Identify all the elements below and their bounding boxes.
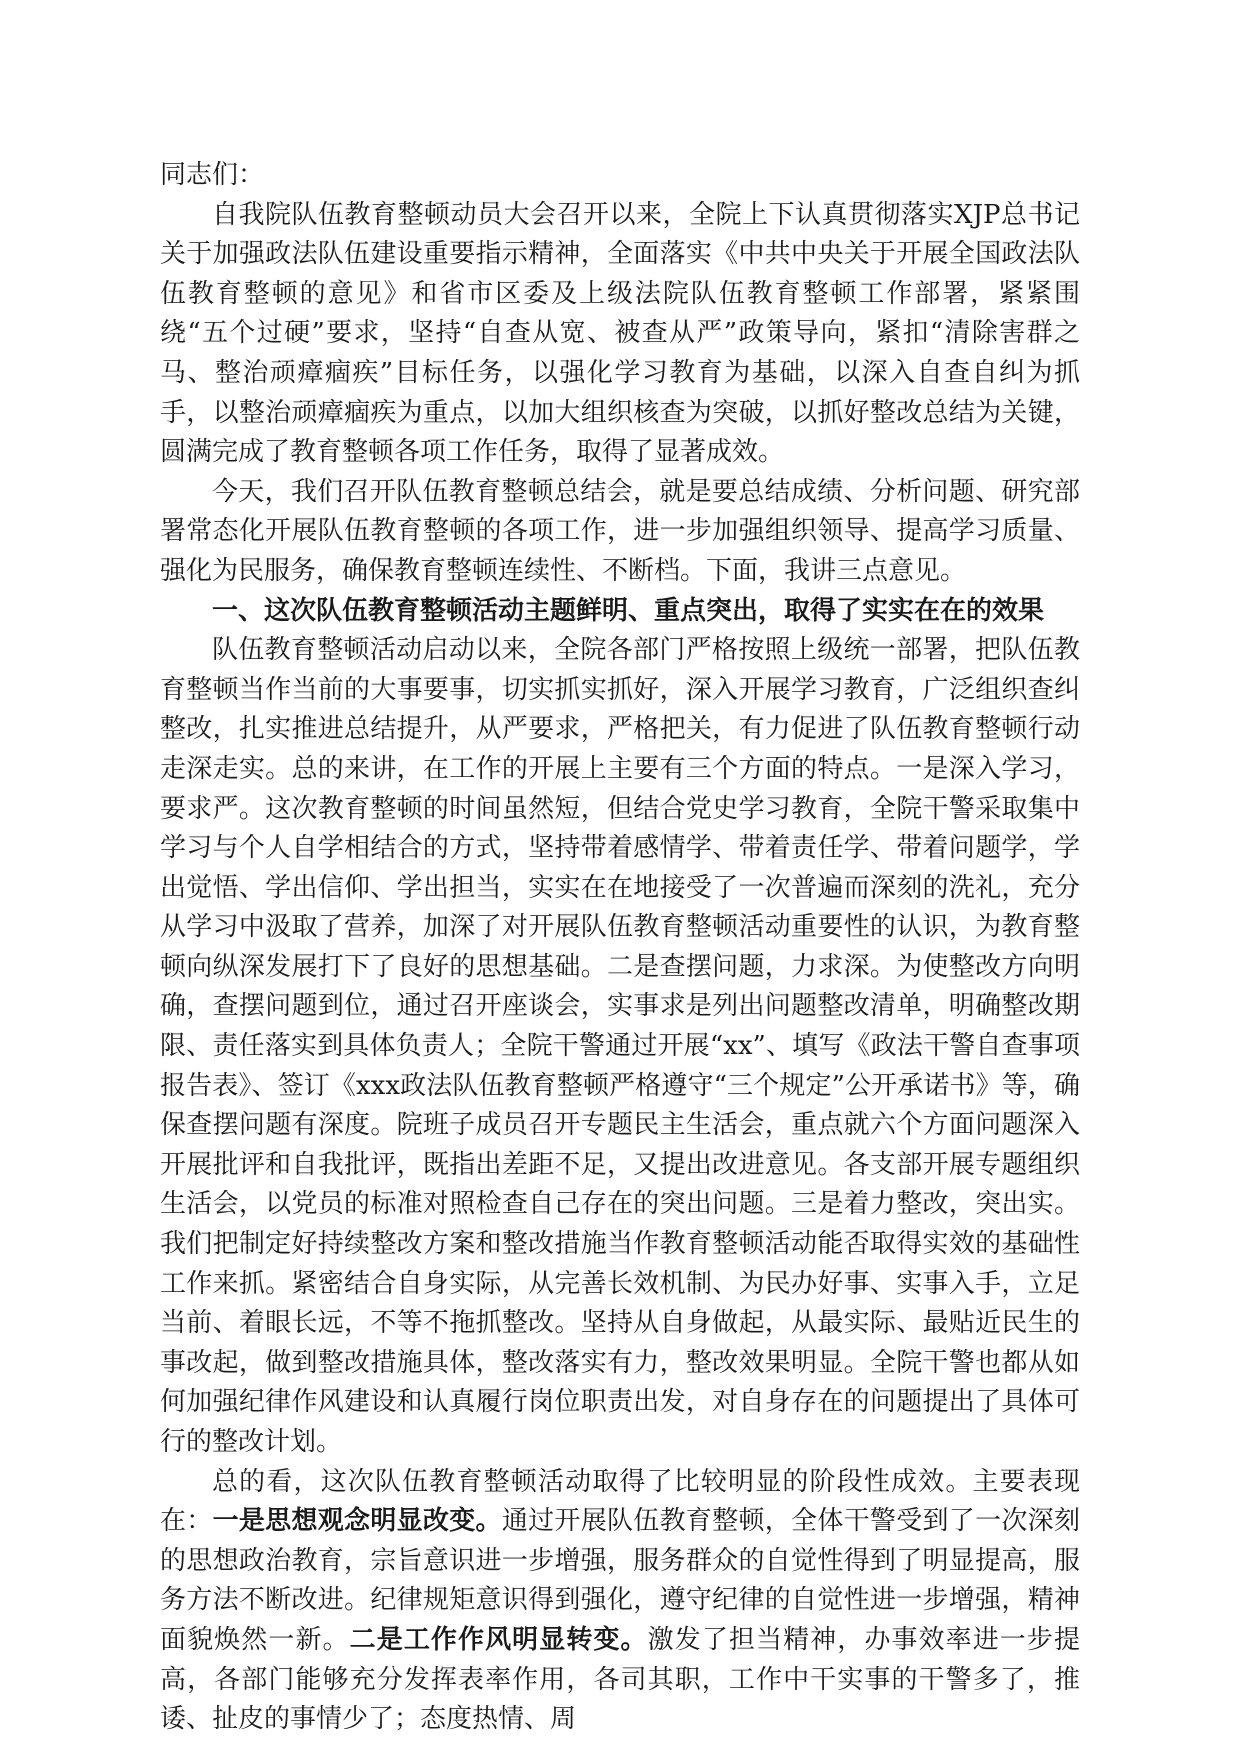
result-point-2: 二是工作作风明显转变。 (349, 1624, 648, 1655)
paragraph-intro: 自我院队伍教育整顿动员大会召开以来，全院上下认真贯彻落实XJP总书记关于加强政法队伍建设重要指示精神，全面落实《中共中央关于开展全国政法队伍教育整顿的意见》和省市区委及上级法院队伍教育整顿工作部署，紧紧围绕“五个过硬”要求，坚持“自查从宽、被查从严”政策导向，紧扣“清除害群之马、整治顽瘴痼疾”目标任务，以强化学习教育为基础，以深入自查自纠为抓手，以整治顽瘴痼疾为重点，以加大组织核查为突破，以抓好整改总结为关键，圆满完成了教育整顿各项工作任务，取得了显著成效。 (160, 199, 1080, 468)
result-point-1: 一是思想观念明显改变。 (212, 1506, 502, 1537)
result-point-1-text: 通过开展队伍教育整顿，全体干警受到了一次深刻的思想政治教育，宗旨意识进一步增强，服务群众的自觉性得到了明显提高，服务方法不断改进。纪律规矩意识得到强化，遵守纪律的自觉性进一步增强，精神面貌焕然一新。 (160, 1506, 1080, 1655)
paragraph-features: 队伍教育整顿活动启动以来，全院各部门严格按照上级统一部署，把队伍教育整顿当作当前的大事要事，切实抓实抓好，深入开展学习教育，广泛组织查纠整改，扎实推进总结提升，从严要求，严格把关，有力促进了队伍教育整顿行动走深走实。总的来讲，在工作的开展上主要有三个方面的特点。一是深入学习，要求严。这次教育整顿的时间虽然短，但结合党史学习教育，全院干警采取集中学习与个人自学相结合的方式，坚持带着感情学、带着责任学、带着问题学，学出觉悟、学出信仰、学出担当，实实在在地接受了一次普遍而深刻的洗礼，充分从学习中汲取了营养，加深了对开展队伍教育整顿活动重要性的认识，为教育整顿向纵深发展打下了良好的思想基础。二是查摆问题，力求深。为使整改方向明确，查摆问题到位，通过召开座谈会，实事求是列出问题整改清单，明确整改期限、责任落实到具体负责人；全院干警通过开展“xx”、填写《政法干警自查事项报告表》、签订《xxx政法队伍教育整顿严格遵守“三个规定”公开承诺书》等，确保查摆问题有深度。院班子成员召开专题民主生活会，重点就六个方面问题深入开展批评和自我批评，既指出差距不足，又提出改进意见。各支部开展专题组织生活会，以党员的标准对照检查自己存在的突出问题。三是着力整改，突出实。我们把制定好持续整改方案和整改措施当作教育整顿活动能否取得实效的基础性工作来抓。紧密结合自身实际，从完善长效机制、为民办好事、实事入手，立足当前、着眼长远，不等不拖抓整改。坚持从自身做起，从最实际、最贴近民生的事改起，做到整改措施具体，整改落实有力，整改效果明显。全院干警也都从如何加强纪律作风建设和认真履行岗位职责出发，对自身存在的问题提出了具体可行的整改计划。 (160, 635, 1080, 1457)
greeting: 同志们： (160, 160, 265, 190)
results-intro: 总的看，这次队伍教育整顿活动取得了比较明显的阶段性成效。主要表现在： (160, 1466, 1080, 1537)
paragraph-purpose: 今天，我们召开队伍教育整顿总结会，就是要总结成绩、分析问题、研究部署常态化开展队伍教育整顿的各项工作，进一步加强组织领导、提高学习质量、强化为民服务，确保教育整顿连续性、不断档。下面，我讲三点意见。 (160, 476, 1080, 586)
document-page (160, 156, 1080, 1740)
result-point-2-text: 激发了担当精神，办事效率进一步提高，各部门能够充分发挥表率作用，各司其职，工作中干实事的干警多了，推诿、扯皮的事情少了；态度热情、周 (160, 1624, 1080, 1735)
section-heading-1: 一、这次队伍教育整顿活动主题鲜明、重点突出，取得了实实在在的效果 (212, 595, 1045, 626)
paragraph-results (160, 1463, 1080, 1740)
